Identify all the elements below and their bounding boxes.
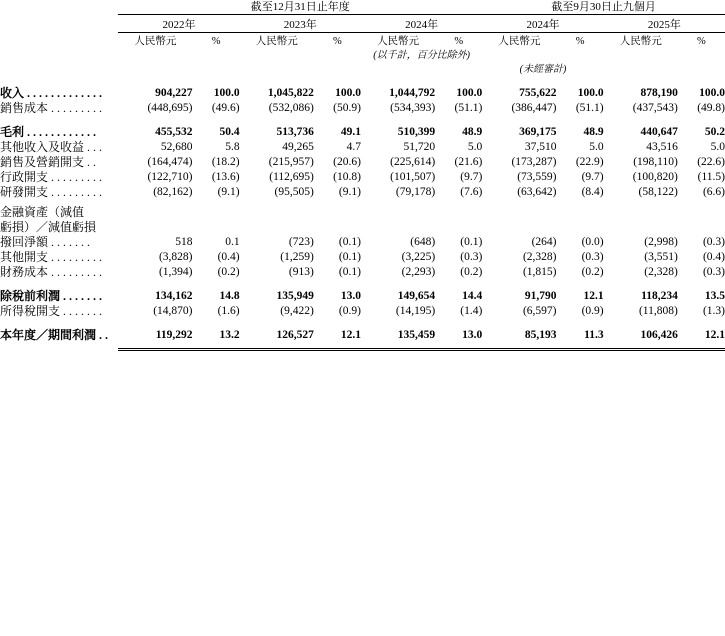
table-row (0, 250, 725, 265)
cell-revenue-2024-rmb: 1,044,792 (389, 87, 436, 99)
cell-oe-2022-rmb: (3,828) (158, 251, 193, 263)
cell-se-2025nm-rmb: (198,110) (633, 156, 678, 168)
cell-cost-2024nm-rmb: (386,447) (511, 102, 557, 114)
cell-oe-2022-pct: (0.4) (217, 251, 240, 263)
table-row (0, 205, 725, 220)
cell-cost-2025nm-pct: (49.8) (697, 102, 725, 114)
table-row (0, 101, 725, 116)
row-label-rd-expenses: 研發開支 . . . . . . . . . (0, 185, 103, 199)
cell-np-2024-rmb: 135,459 (397, 329, 436, 341)
header-unit-pct-2: % (333, 36, 342, 47)
leader-dots: . . . . . . . . . (48, 265, 103, 279)
cell-oi-2024nm-pct: 5.0 (589, 141, 604, 153)
cell-imp-2024-rmb: (648) (410, 236, 436, 248)
cell-gp-2022-rmb: 455,532 (155, 126, 193, 138)
header-unit-rmb-5: 人民幣元 (619, 36, 662, 47)
cell-oi-2023-pct: 4.7 (346, 141, 361, 153)
cell-se-2022-rmb: (164,474) (147, 156, 193, 168)
table-row (0, 304, 725, 319)
cell-se-2025nm-pct: (22.6) (697, 156, 725, 168)
table-row (0, 220, 725, 235)
cell-se-2024-rmb: (225,614) (390, 156, 436, 168)
cell-revenue-2025nm-pct: 100.0 (699, 87, 725, 99)
cell-rd-2024-pct: (7.6) (460, 186, 483, 198)
cell-gp-2024nm-rmb: 369,175 (519, 126, 557, 138)
cell-tax-2022-pct: (1.6) (217, 305, 240, 317)
cell-se-2024-pct: (21.6) (454, 156, 483, 168)
header-unit-pct-3: % (454, 36, 464, 47)
leader-dots: . . . . . . . . . (48, 250, 103, 264)
cell-fc-2024-pct: (0.2) (460, 266, 483, 278)
leader-dots: . . . . . . . . . (48, 170, 103, 184)
cell-pbt-2024-rmb: 149,654 (397, 290, 436, 302)
cell-imp-2024nm-pct: (0.0) (581, 236, 604, 248)
cell-rd-2025nm-pct: (6.6) (702, 186, 725, 198)
table-row (0, 125, 725, 140)
cell-tax-2025nm-pct: (1.3) (702, 305, 725, 317)
header-unit-rmb-1: 人民幣元 (134, 36, 177, 47)
cell-pbt-2024nm-pct: 12.1 (583, 290, 604, 302)
cell-rd-2022-pct: (9.1) (217, 186, 240, 198)
cell-tax-2024-rmb: (14,195) (395, 305, 436, 317)
cell-revenue-2023-pct: 100.0 (335, 87, 361, 99)
cell-oi-2022-pct: 5.8 (225, 141, 240, 153)
cell-imp-2025nm-rmb: (2,998) (644, 236, 678, 248)
cell-gp-2025nm-rmb: 440,647 (640, 126, 678, 138)
cell-gp-2023-pct: 49.1 (340, 126, 361, 138)
table-row (0, 140, 725, 155)
cell-rd-2023-pct: (9.1) (338, 186, 361, 198)
header-unit-pct-4: % (575, 36, 585, 47)
cell-fc-2024nm-pct: (0.2) (581, 266, 604, 278)
cell-oe-2024nm-pct: (0.3) (581, 251, 604, 263)
cell-cost-2024-rmb: (534,393) (390, 102, 436, 114)
cell-imp-2022-pct: 0.1 (225, 236, 240, 248)
cell-tax-2022-rmb: (14,870) (153, 305, 193, 317)
cell-oi-2024nm-rmb: 37,510 (524, 141, 557, 153)
cell-rd-2023-rmb: (95,505) (274, 186, 314, 198)
header-unit-pct-1: % (211, 36, 221, 47)
cell-np-2024-pct: 13.0 (462, 329, 483, 341)
header-group-row (0, 0, 725, 15)
leader-dots: . . . . . . . (60, 289, 103, 303)
cell-fc-2023-pct: (0.1) (338, 266, 361, 278)
cell-np-2025nm-rmb: 106,426 (640, 329, 678, 341)
row-label-impairment-line1: 金融資產（減值 (0, 205, 85, 219)
cell-se-2022-pct: (18.2) (211, 156, 240, 168)
cell-imp-2023-rmb: (723) (288, 236, 314, 248)
note-unaudited: (未經審計) (519, 64, 567, 75)
cell-tax-2024nm-rmb: (6,597) (522, 305, 557, 317)
header-unit-pct-5: % (697, 36, 706, 47)
cell-oi-2025nm-rmb: 43,516 (646, 141, 678, 153)
cell-imp-2023-pct: (0.1) (338, 236, 361, 248)
cell-ae-2025nm-rmb: (100,820) (632, 171, 678, 183)
cell-np-2024nm-pct: 11.3 (584, 329, 604, 341)
cell-gp-2024nm-pct: 48.9 (583, 126, 604, 138)
cell-cost-2025nm-rmb: (437,543) (632, 102, 678, 114)
cell-oi-2024-rmb: 51,720 (403, 141, 436, 153)
cell-oi-2025nm-pct: 5.0 (710, 141, 725, 153)
cell-ae-2024nm-rmb: (73,559) (517, 171, 557, 183)
header-year-2022: 2022年 (118, 18, 239, 33)
cell-cost-2022-rmb: (448,695) (147, 102, 193, 114)
cell-fc-2024-rmb: (2,293) (401, 266, 436, 278)
cell-se-2023-pct: (20.6) (333, 156, 361, 168)
header-year-row (0, 18, 725, 33)
row-label-gross-profit: 毛利 . . . . . . . . . . . . (0, 125, 97, 139)
table-row (0, 328, 725, 343)
header-unit-rmb-3: 人民幣元 (377, 36, 420, 47)
cell-pbt-2025nm-pct: 13.5 (704, 290, 725, 302)
header-unit-rmb-4: 人民幣元 (498, 36, 541, 47)
cell-tax-2024nm-pct: (0.9) (581, 305, 604, 317)
cell-rd-2024nm-pct: (8.4) (581, 186, 604, 198)
row-label-other-income: 其他收入及收益 . . . (0, 140, 103, 154)
cell-tax-2025nm-rmb: (11,808) (638, 305, 678, 317)
cell-rd-2024-rmb: (79,178) (395, 186, 436, 198)
cell-ae-2022-pct: (13.6) (211, 171, 240, 183)
cell-gp-2022-pct: 50.4 (219, 126, 240, 138)
table-row (0, 86, 725, 101)
leader-dots: . . (84, 155, 97, 169)
cell-revenue-2022-rmb: 904,227 (155, 87, 193, 99)
row-label-revenue: 收入 . . . . . . . . . . . . . (0, 86, 103, 100)
header-group-ninemonths: 截至9月30日止九個月 (482, 0, 725, 15)
table-row (0, 155, 725, 170)
header-unit-row (0, 35, 725, 49)
row-label-admin-expenses: 行政開支 . . . . . . . . . (0, 170, 103, 184)
cell-oi-2024-pct: 5.0 (467, 141, 483, 153)
row-label-profit-for-period: 本年度／期間利潤 . . (0, 328, 109, 342)
cell-cost-2022-pct: (49.6) (211, 102, 240, 114)
leader-dots: . . . . . . . (48, 235, 91, 249)
cell-imp-2025nm-pct: (0.3) (702, 236, 725, 248)
leader-dots: . . . (84, 140, 103, 154)
closing-rule-row (0, 343, 725, 350)
cell-tax-2023-rmb: (9,422) (280, 305, 314, 317)
leader-dots: . . . . . . . . . (48, 101, 103, 115)
row-label-other-expenses: 其他開支 . . . . . . . . . (0, 250, 103, 264)
cell-revenue-2023-rmb: 1,045,822 (267, 87, 314, 99)
cell-gp-2024-rmb: 510,399 (397, 126, 436, 138)
cell-fc-2023-rmb: (913) (288, 266, 314, 278)
cell-ae-2025nm-pct: (11.5) (697, 171, 725, 183)
row-label-income-tax: 所得稅開支 . . . . . . . (0, 304, 103, 318)
table-row (0, 289, 725, 304)
row-label-profit-before-tax: 除稅前利潤 . . . . . . . (0, 289, 103, 303)
cell-np-2025nm-pct: 12.1 (704, 329, 725, 341)
cell-pbt-2022-pct: 14.8 (219, 290, 240, 302)
table-row (0, 235, 725, 250)
header-year-2024: 2024年 (361, 18, 482, 33)
cell-oe-2023-pct: (0.1) (338, 251, 361, 263)
cell-fc-2022-rmb: (1,394) (158, 266, 193, 278)
cell-cost-2024nm-pct: (51.1) (575, 102, 604, 114)
cell-oe-2024-rmb: (3,225) (401, 251, 436, 263)
cell-se-2024nm-pct: (22.9) (575, 156, 604, 168)
leader-dots: . . . . . . . (60, 304, 103, 318)
note-thousands-row (0, 49, 725, 63)
cell-rd-2022-rmb: (82,162) (153, 186, 193, 198)
cell-imp-2024nm-rmb: (264) (531, 236, 557, 248)
header-year-corner (0, 18, 118, 33)
cell-oe-2024nm-rmb: (2,328) (522, 251, 557, 263)
cell-revenue-2022-pct: 100.0 (213, 87, 240, 99)
note-in-thousands: (以千計，百分比除外) (373, 50, 470, 61)
row-label-impairment-line3: 撥回淨額 . . . . . . . (0, 235, 91, 249)
cell-ae-2024-rmb: (101,507) (390, 171, 436, 183)
cell-se-2023-rmb: (215,957) (268, 156, 314, 168)
cell-ae-2024-pct: (9.7) (460, 171, 483, 183)
row-label-finance-costs: 財務成本 . . . . . . . . . (0, 265, 103, 279)
cell-pbt-2022-rmb: 134,162 (155, 290, 193, 302)
cell-pbt-2023-rmb: 135,949 (276, 290, 314, 302)
cell-oi-2023-rmb: 49,265 (282, 141, 314, 153)
cell-np-2022-rmb: 119,292 (155, 329, 193, 341)
cell-oi-2022-rmb: 52,680 (160, 141, 193, 153)
cell-pbt-2024-pct: 14.4 (462, 290, 483, 302)
cell-fc-2022-pct: (0.2) (217, 266, 240, 278)
leader-dots: . . . . . . . . . (48, 185, 103, 199)
spacer-before-pbt (0, 280, 725, 289)
cell-pbt-2024nm-rmb: 91,790 (524, 290, 557, 302)
cell-ae-2023-rmb: (112,695) (269, 171, 314, 183)
header-year-2025-nm: 2025年 (604, 18, 725, 33)
cell-np-2024nm-rmb: 85,193 (524, 329, 557, 341)
note-unaudited-row (0, 63, 725, 77)
header-year-2023: 2023年 (240, 18, 361, 33)
table-row (0, 170, 725, 185)
cell-np-2023-pct: 12.1 (340, 329, 361, 341)
cell-revenue-2025nm-rmb: 878,190 (640, 87, 678, 99)
row-label-cost-of-sales: 銷售成本 . . . . . . . . . (0, 101, 103, 115)
cell-imp-2022-rmb: 518 (175, 236, 193, 248)
cell-np-2022-pct: 13.2 (219, 329, 240, 341)
header-unit-rmb-2: 人民幣元 (255, 36, 298, 47)
spacer-before-net-profit (0, 319, 725, 328)
table-row (0, 185, 725, 200)
cell-rd-2025nm-rmb: (58,122) (638, 186, 678, 198)
header-year-2024-nm: 2024年 (482, 18, 603, 33)
cell-ae-2024nm-pct: (9.7) (581, 171, 604, 183)
cell-ae-2023-pct: (10.8) (333, 171, 361, 183)
spacer-before-gross-profit (0, 116, 725, 125)
cell-gp-2024-pct: 48.9 (462, 126, 483, 138)
row-label-impairment-line2: 虧損）／減值虧損 (0, 220, 97, 234)
cell-gp-2025nm-pct: 50.2 (704, 126, 725, 138)
leader-dots: . . . . . . . . . . . . (24, 125, 97, 139)
cell-oe-2025nm-rmb: (3,551) (644, 251, 678, 263)
cell-ae-2022-rmb: (122,710) (147, 171, 193, 183)
cell-imp-2024-pct: (0.1) (460, 236, 483, 248)
spacer-before-revenue (0, 77, 725, 86)
header-corner-cell (0, 0, 118, 15)
cell-revenue-2024-pct: 100.0 (456, 87, 483, 99)
table-row (0, 265, 725, 280)
cell-pbt-2025nm-rmb: 118,234 (641, 290, 678, 302)
cell-oe-2024-pct: (0.3) (460, 251, 483, 263)
cell-cost-2023-pct: (50.9) (333, 102, 361, 114)
leader-dots: . . (96, 328, 109, 342)
row-label-selling-expenses: 銷售及營銷開支 . . (0, 155, 97, 169)
cell-fc-2025nm-rmb: (2,328) (644, 266, 678, 278)
header-unit-corner (0, 35, 118, 49)
cell-np-2023-rmb: 126,527 (276, 329, 314, 341)
cell-oe-2023-rmb: (1,259) (280, 251, 314, 263)
cell-oe-2025nm-pct: (0.4) (702, 251, 725, 263)
cell-revenue-2024nm-rmb: 755,622 (519, 87, 557, 99)
cell-fc-2025nm-pct: (0.3) (702, 266, 725, 278)
cell-cost-2023-rmb: (532,086) (268, 102, 314, 114)
leader-dots: . . . . . . . . . . . . . (24, 86, 103, 100)
cell-fc-2024nm-rmb: (1,815) (522, 266, 557, 278)
cell-tax-2024-pct: (1.4) (460, 305, 483, 317)
cell-tax-2023-pct: (0.9) (338, 305, 361, 317)
cell-cost-2024-pct: (51.1) (454, 102, 483, 114)
cell-gp-2023-rmb: 513,736 (276, 126, 314, 138)
cell-pbt-2023-pct: 13.0 (340, 290, 361, 302)
cell-rd-2024nm-rmb: (63,642) (517, 186, 557, 198)
cell-se-2024nm-rmb: (173,287) (511, 156, 557, 168)
cell-revenue-2024nm-pct: 100.0 (577, 87, 604, 99)
header-group-annual: 截至12月31日止年度 (118, 0, 482, 15)
